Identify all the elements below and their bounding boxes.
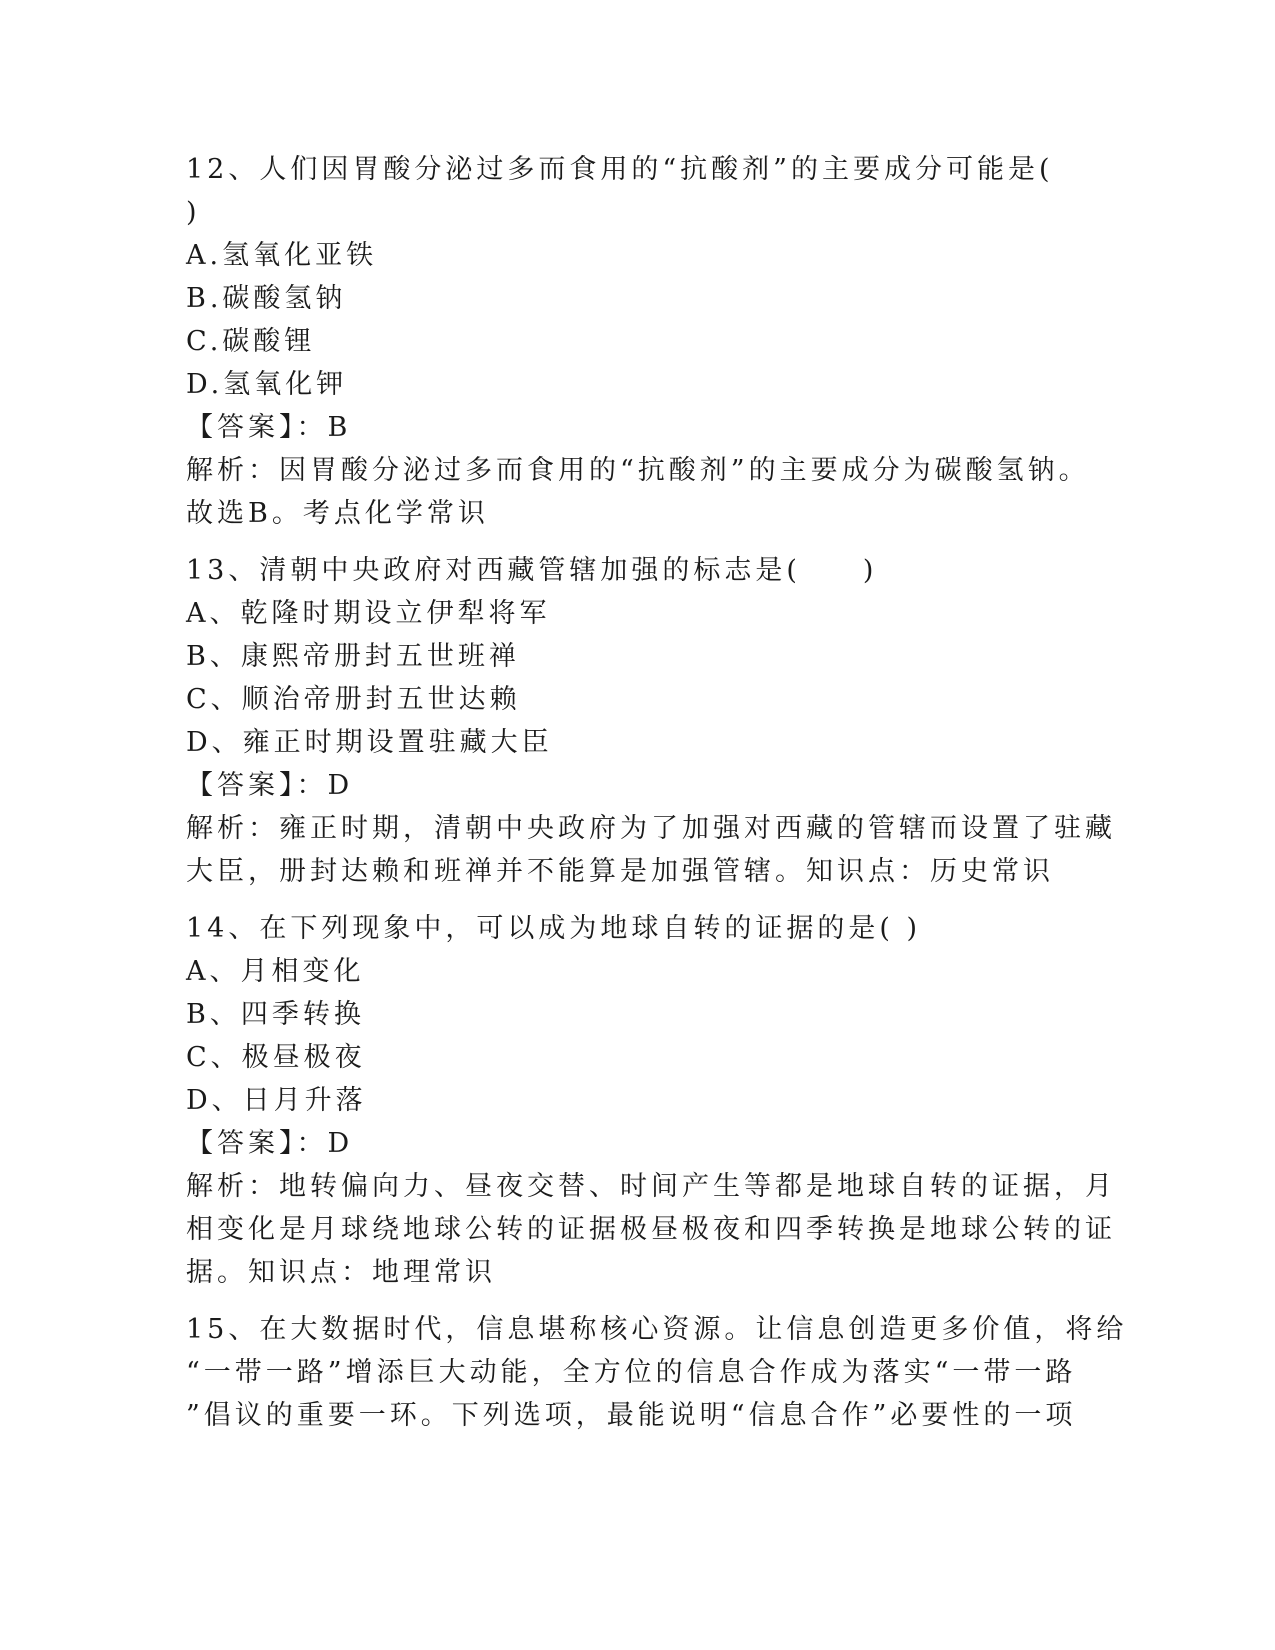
option-a: A、月相变化 [186,956,365,987]
question-stem-line: 14、在下列现象中，可以成为地球自转的证据的是( ) [186,913,922,944]
analysis-line: 解析：地转偏向力、昼夜交替、时间产生等都是地球自转的证据，月 [186,1171,1116,1202]
option-a: A.氢氧化亚铁 [186,240,378,271]
analysis-line: 解析：雍正时期，清朝中央政府为了加强对西藏的管辖而设置了驻藏 [186,813,1116,844]
question-stem-line: ”倡议的重要一环。下列选项，最能说明“信息合作”必要性的一项 [186,1400,1077,1431]
question-15 [186,1308,1128,1437]
question-stem-line: ) [186,197,201,228]
question-13 [186,549,1116,893]
option-b: B、四季转换 [186,999,365,1030]
option-d: D、日月升落 [186,1085,367,1116]
analysis-line: 解析：因胃酸分泌过多而食用的“抗酸剂”的主要成分为碳酸氢钠。 [186,455,1090,486]
question-stem-line: “一带一路”增添巨大动能，全方位的信息合作成为落实“一带一路 [186,1357,1077,1388]
question-stem-line: 12、人们因胃酸分泌过多而食用的“抗酸剂”的主要成分可能是( [186,154,1054,185]
analysis-line: 大臣，册封达赖和班禅并不能算是加强管辖。知识点：历史常识 [186,856,1054,887]
option-c: C.碳酸锂 [186,326,316,357]
option-d: D、雍正时期设置驻藏大臣 [186,727,553,758]
document-page [186,148,1128,1437]
analysis-line: 故选B。考点化学常识 [186,498,489,529]
analysis-line: 相变化是月球绕地球公转的证据极昼极夜和四季转换是地球公转的证 [186,1214,1116,1245]
option-a: A、乾隆时期设立伊犁将军 [186,598,551,629]
question-12 [186,148,1090,535]
question-stem-line: 15、在大数据时代，信息堪称核心资源。让信息创造更多价值，将给 [186,1314,1128,1345]
answer: 【答案】：B [186,412,352,443]
option-b: B、康熙帝册封五世班禅 [186,641,520,672]
question-14 [186,907,1116,1294]
option-d: D.氢氧化钾 [186,369,348,400]
answer: 【答案】：D [186,1128,354,1159]
analysis-line: 据。知识点：地理常识 [186,1257,496,1288]
option-c: C、极昼极夜 [186,1042,366,1073]
answer: 【答案】：D [186,770,354,801]
option-b: B.碳酸氢钠 [186,283,347,314]
option-c: C、顺治帝册封五世达赖 [186,684,521,715]
question-stem-line: 13、清朝中央政府对西藏管辖加强的标志是( ) [186,555,878,586]
